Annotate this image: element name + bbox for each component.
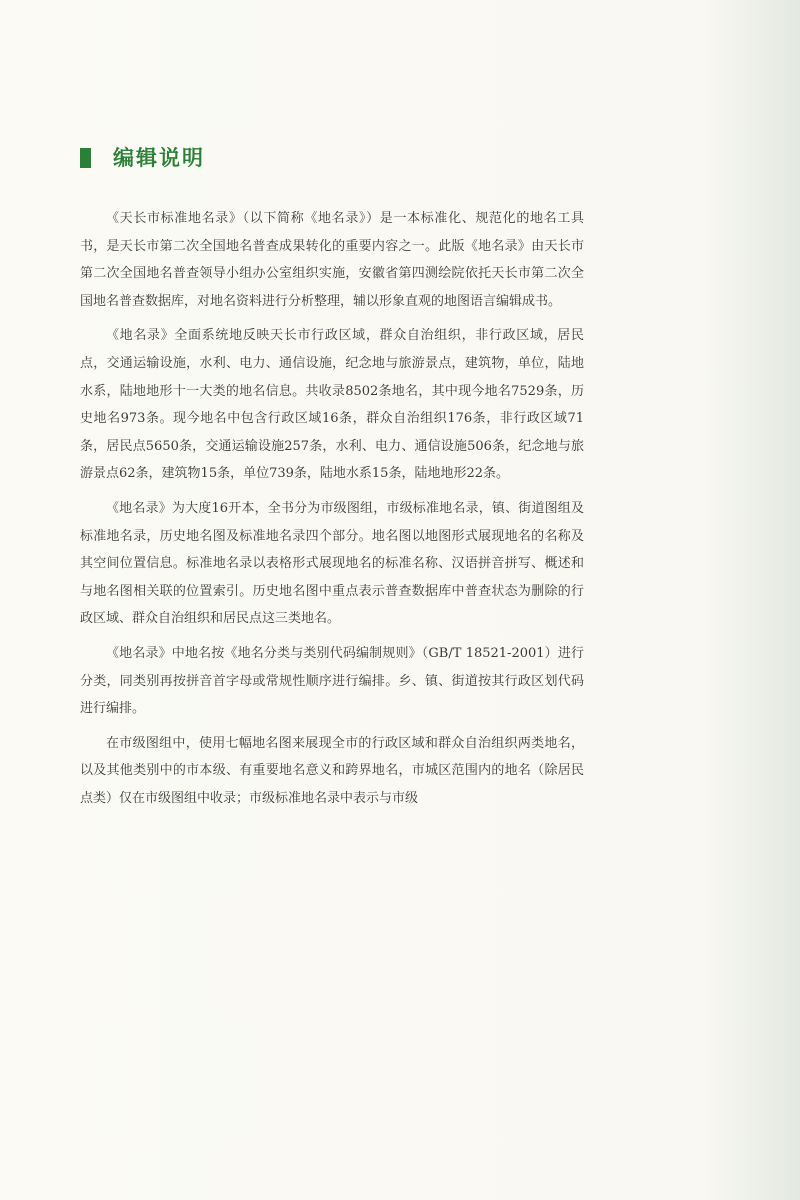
header-marker	[80, 148, 91, 168]
paragraph-intro: 《天长市标准地名录》（以下简称《地名录》）是一本标准化、规范化的地名工具书，是天长市第二次全国地名普查成果转化的重要内容之一。此版《地名录》由天长市第二次全国地名普查领导小组办公室组织实施，安徽省第四测绘院依托天长市第二次全国地名普查数据库，对地名资料进行分析整理，辅以形象直观的地图语言编辑成书。	[80, 211, 584, 309]
paragraph-city-maps: 在市级图组中，使用七幅地名图来展现全市的行政区域和群众自治组织两类地名，以及其他类别中的市本级、有重要地名意义和跨界地名，市城区范围内的地名（除居民点类）仅在市级图组中收录；市级标准地名录中表示与市级	[80, 735, 584, 806]
section-title: 编辑说明	[113, 145, 205, 170]
paragraph-structure: 《地名录》为大度16开本，全书分为市级图组，市级标准地名录，镇、街道图组及标准地名录，历史地名图及标准地名录四个部分。地名图以地图形式展现地名的名称及其空间位置信息。标准地名录以表格形式展现地名的标准名称、汉语拼音拼写、概述和与地名图相关联的位置索引。历史地名图中重点表示普查数据库中普查状态为删除的行政区域、群众自治组织和居民点这三类地名。	[80, 500, 584, 627]
body-text	[80, 205, 584, 819]
section-header	[80, 143, 205, 173]
paragraph-classification: 《地名录》中地名按《地名分类与类别代码编制规则》（GB/T 18521-2001）进行分类，同类别再按拼音首字母或常规性顺序进行编排。乡、镇、街道按其行政区划代码进行编排。	[80, 645, 584, 717]
paragraph-contents: 《地名录》全面系统地反映天长市行政区域，群众自治组织，非行政区域，居民点，交通运输设施，水利、电力、通信设施，纪念地与旅游景点，建筑物，单位，陆地水系，陆地地形十一大类的地名信息。共收录8502条地名，其中现今地名7529条，历史地名973条。现今地名中包含行政区域16条，群众自治组织176条，非行政区域71条，居民点5650条，交通运输设施257条，水利、电力、通信设施506条，纪念地与旅游景点62条，建筑物15条，单位739条，陆地水系15条，陆地地形22条。	[80, 328, 584, 482]
